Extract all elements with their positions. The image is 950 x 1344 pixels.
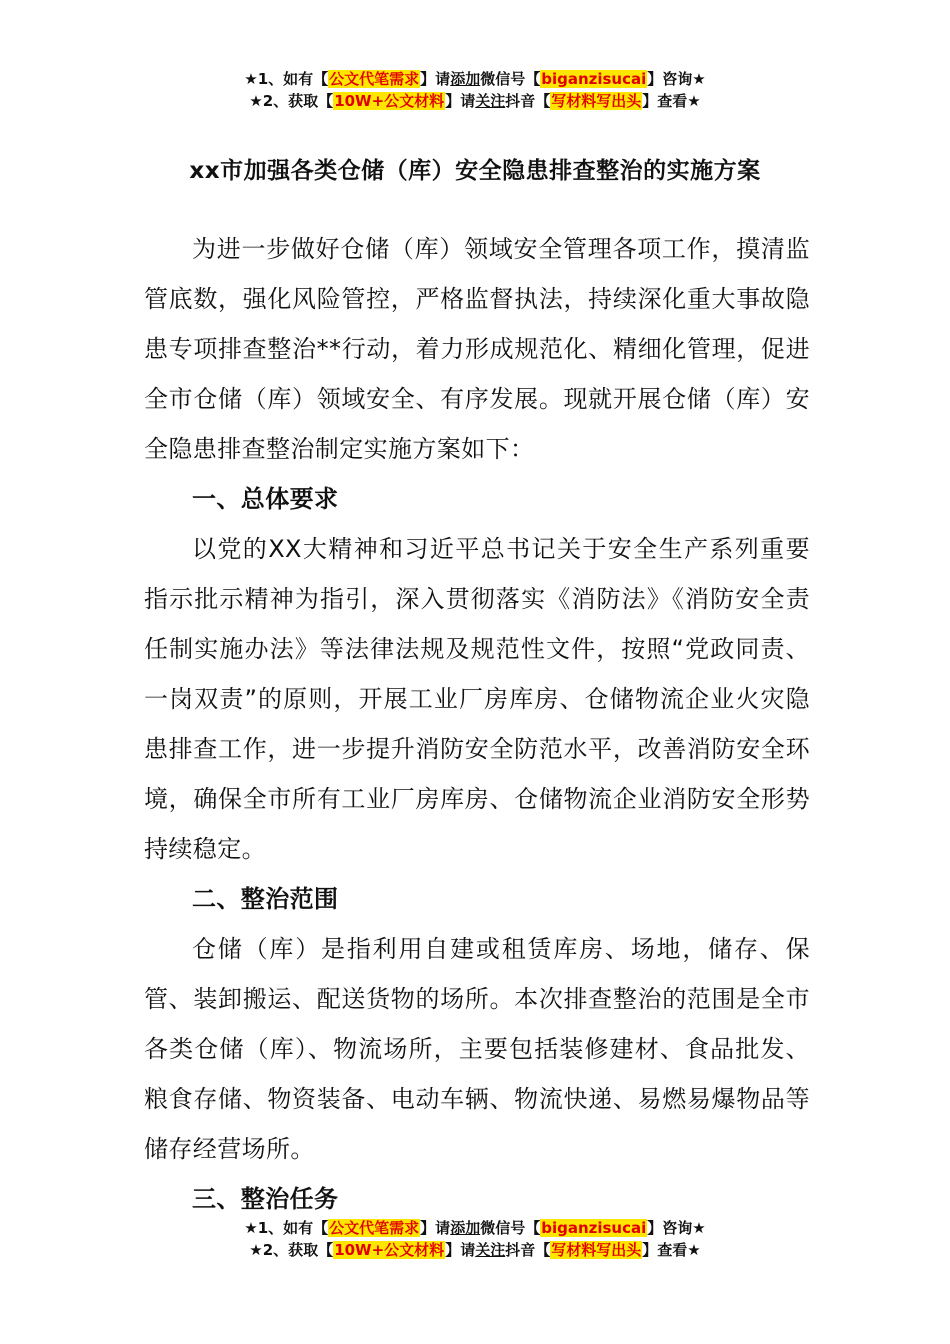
section-heading-2: 二、整治范围 <box>192 885 339 913</box>
promo-line-2 <box>0 90 950 112</box>
promo-text: 】咨询★ <box>647 1219 706 1237</box>
promo-text: 抖音【 <box>505 1241 551 1259</box>
section-body-2: 仓储（库）是指利用自建或租赁库房、场地，储存、保管、装卸搬运、配送货物的场所。本次排查整治的范围是全市各类仓储（库）、物流场所，主要包括装修建材、食品批发、粮食存储、物资装备、电动车辆、物流快递、易燃易爆物品等储存经营场所。 <box>144 935 810 1163</box>
section-body-1: 以党的XX大精神和习近平总书记关于安全生产系列重要指示批示精神为指引，深入贯彻落实《消防法》《消防安全责任制实施办法》等法律法规及规范性文件，按照“党政同责、一岗双责”的原则，开展工业厂房库房、仓储物流企业火灾隐患排查工作，进一步提升消防安全防范水平，改善消防安全环境，确保全市所有工业厂房库房、仓储物流企业消防安全形势持续稳定。 <box>144 535 810 863</box>
promo-banner-top <box>0 68 950 112</box>
promo-wechat-id: biganzisucai <box>541 70 647 88</box>
promo-highlight: 公文代笔需求 <box>329 70 420 88</box>
promo-douyin-id: 写材料写出头 <box>551 1241 642 1259</box>
promo-highlight: 10W+公文材料 <box>334 92 445 110</box>
promo-text: 】请 <box>420 70 451 88</box>
document-body <box>144 224 810 1224</box>
promo-text: 微信号【 <box>480 70 541 88</box>
promo-line-1 <box>0 68 950 90</box>
promo-text: ★2、获取【 <box>249 92 334 110</box>
promo-text: 微信号【 <box>480 1219 541 1237</box>
promo-text: ★1、如有【 <box>244 70 329 88</box>
document-title: xx市加强各类仓储（库）安全隐患排查整治的实施方案 <box>189 158 761 184</box>
promo-underline: 关注 <box>475 92 506 110</box>
promo-line-1 <box>0 1217 950 1239</box>
promo-banner-bottom <box>0 1217 950 1261</box>
promo-highlight: 公文代笔需求 <box>329 1219 420 1237</box>
promo-wechat-id: biganzisucai <box>541 1219 647 1237</box>
section-heading-3: 三、整治任务 <box>192 1185 339 1213</box>
intro-paragraph: 为进一步做好仓储（库）领域安全管理各项工作，摸清监管底数，强化风险管控，严格监督执法，持续深化重大事故隐患专项排查整治**行动，着力形成规范化、精细化管理，促进全市仓储（库）领域安全、有序发展。现就开展仓储（库）安全隐患排查整治制定实施方案如下： <box>144 235 810 463</box>
promo-underline: 关注 <box>475 1241 506 1259</box>
promo-text: 】请 <box>445 1241 476 1259</box>
promo-text: 】请 <box>420 1219 451 1237</box>
promo-line-2 <box>0 1239 950 1261</box>
section-heading-1: 一、总体要求 <box>192 485 339 513</box>
promo-text: 抖音【 <box>505 92 551 110</box>
promo-highlight: 10W+公文材料 <box>334 1241 445 1259</box>
promo-douyin-id: 写材料写出头 <box>551 92 642 110</box>
promo-text: ★1、如有【 <box>244 1219 329 1237</box>
promo-text: 】咨询★ <box>647 70 706 88</box>
promo-underline: 添加 <box>450 1219 481 1237</box>
promo-text: ★2、获取【 <box>249 1241 334 1259</box>
promo-text: 】查看★ <box>642 1241 701 1259</box>
promo-underline: 添加 <box>450 70 481 88</box>
promo-text: 】查看★ <box>642 92 701 110</box>
promo-text: 】请 <box>445 92 476 110</box>
